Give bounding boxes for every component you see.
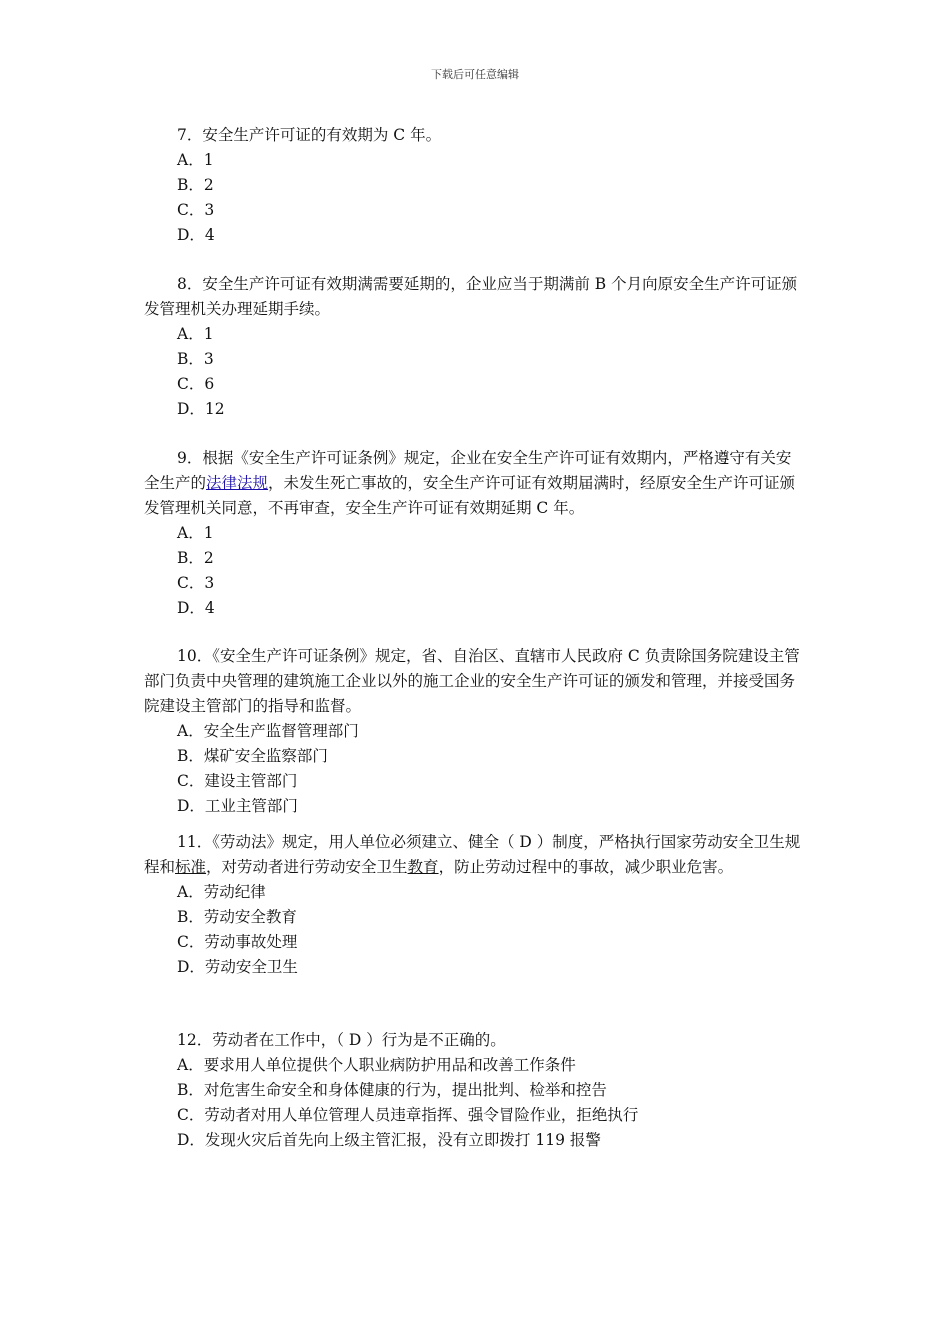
question-11	[144, 830, 804, 980]
option-a: A．要求用人单位提供个人职业病防护用品和改善工作条件	[177, 1056, 576, 1074]
option-d: D．工业主管部门	[177, 797, 298, 815]
option-a: A．劳动纪律	[177, 883, 266, 901]
option-d: D．发现火灾后首先向上级主管汇报，没有立即拨打 119 报警	[177, 1131, 601, 1149]
option-b: B．对危害生命安全和身体健康的行为，提出批判、检举和控告	[177, 1081, 607, 1099]
education-link[interactable]: 教育	[407, 858, 439, 876]
question-stem: 10．《安全生产许可证条例》规定，省、自治区、直辖市人民政府 C 负责除国务院建设主管部门负责中央管理的建筑施工企业以外的施工企业的安全生产许可证的颁发和管理，并接受国务院建设主管部门的指导和监督。	[144, 647, 800, 715]
stem-text: ，未发生死亡事故的，安全生产许可证有效期届满时，经原安全生产许可证颁发管理机关同意，不再审查，安全生产许可证有效期延期 C 年。	[144, 474, 796, 517]
question-stem: 8．安全生产许可证有效期满需要延期的，企业应当于期满前 B 个月向原安全生产许可证颁发管理机关办理延期手续。	[144, 275, 798, 318]
question-stem	[144, 446, 804, 521]
option-d: D．4	[177, 226, 215, 244]
option-c: C．3	[177, 574, 215, 592]
option-a: A．1	[177, 151, 214, 169]
option-c: C．3	[177, 201, 215, 219]
option-a: A．1	[177, 524, 214, 542]
stem-text: ，对劳动者进行劳动安全卫生	[206, 858, 408, 876]
stem-text: 9．根据《安全生产许可证条例》规定，企业在安全生产许可证有效期内，严格遵守有关安全生产的	[144, 449, 792, 492]
option-d: D．12	[177, 400, 225, 418]
question-7	[144, 123, 804, 248]
option-a: A．1	[177, 325, 214, 343]
option-b: B．2	[177, 549, 214, 567]
option-c: C．6	[177, 375, 215, 393]
question-stem: 12．劳动者在工作中，（ D ）行为是不正确的。	[177, 1031, 506, 1049]
option-c: C．建设主管部门	[177, 772, 298, 790]
page-header: 下载后可任意编辑	[431, 68, 519, 81]
option-b: B．2	[177, 176, 214, 194]
question-stem: 7．安全生产许可证的有效期为 C 年。	[177, 126, 442, 144]
question-10	[144, 644, 804, 819]
option-b: B．3	[177, 350, 214, 368]
stem-text: ，防止劳动过程中的事故，减少职业危害。	[438, 858, 734, 876]
question-8	[144, 272, 804, 422]
laws-link[interactable]: 法律法规	[206, 474, 269, 492]
option-b: B．劳动安全教育	[177, 908, 297, 926]
question-9	[144, 446, 804, 621]
standard-link[interactable]: 标准	[175, 858, 207, 876]
option-c: C．劳动事故处理	[177, 933, 298, 951]
question-stem	[144, 830, 804, 880]
option-d: D．4	[177, 599, 215, 617]
option-a: A．安全生产监督管理部门	[177, 722, 359, 740]
option-c: C．劳动者对用人单位管理人员违章指挥、强令冒险作业，拒绝执行	[177, 1106, 639, 1124]
option-b: B．煤矿安全监察部门	[177, 747, 328, 765]
stem-text: 11．《劳动法》规定，用人单位必须建立、健全（ D ）制度，严格执行国家劳动安全卫生规程和	[144, 833, 801, 876]
question-12	[144, 1028, 804, 1153]
option-d: D．劳动安全卫生	[177, 958, 298, 976]
